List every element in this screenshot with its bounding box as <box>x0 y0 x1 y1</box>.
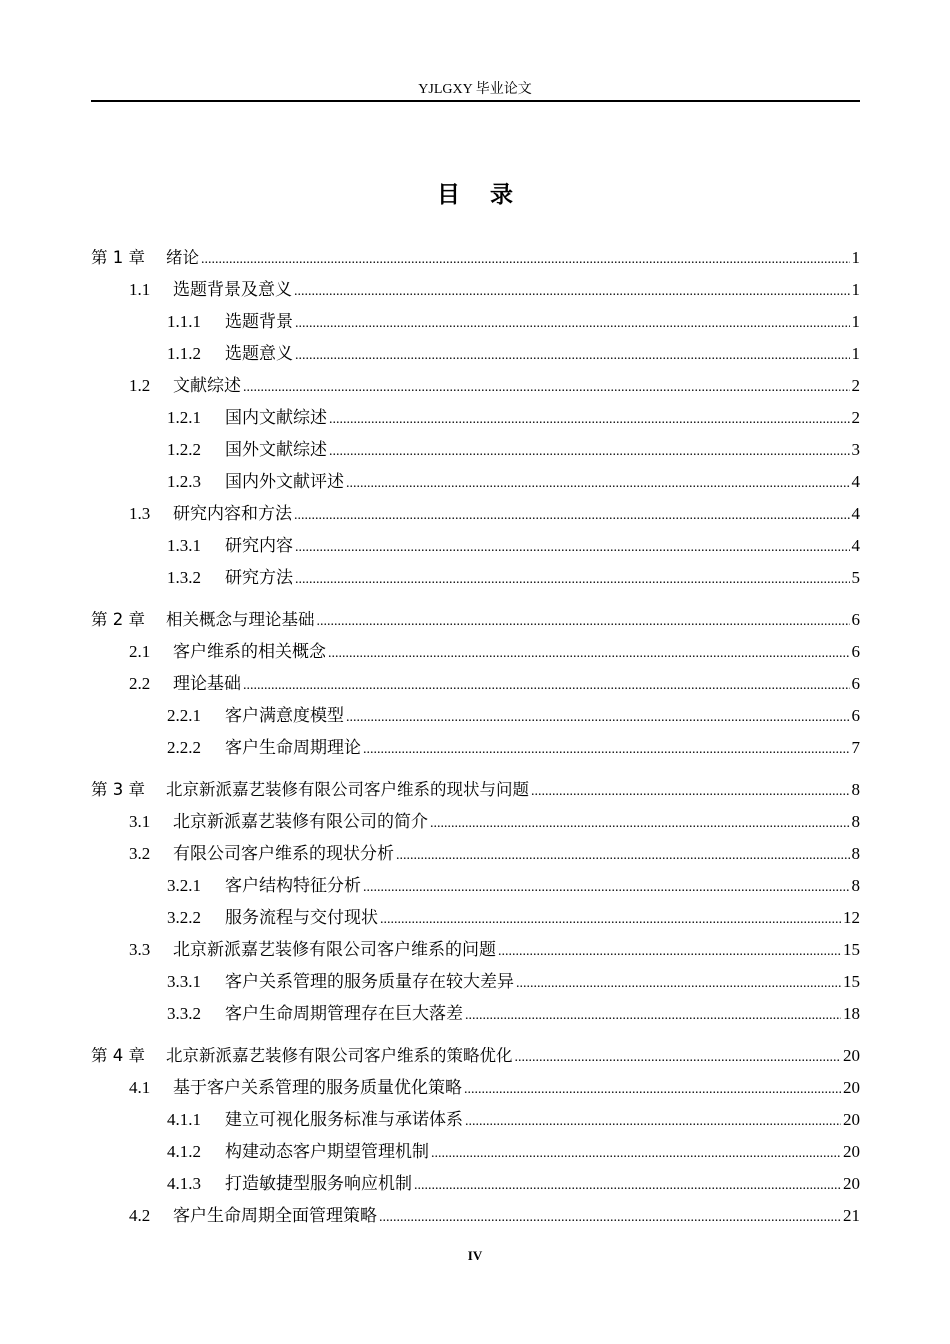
toc-entry-number: 3.3.2 <box>167 1004 201 1023</box>
toc-entry-page: 20 <box>843 1110 860 1129</box>
dot-leader <box>243 372 850 404</box>
toc-entry-page: 20 <box>843 1046 860 1065</box>
dot-leader <box>295 532 850 564</box>
dot-leader <box>396 840 850 872</box>
dot-leader <box>363 734 850 766</box>
toc-entry-page: 8 <box>851 876 860 895</box>
toc-entry-page: 8 <box>851 780 860 799</box>
toc-entry-label: 选题背景及意义 <box>173 280 292 299</box>
toc-entry-number: 1.3 <box>129 504 151 523</box>
toc-entry-label: 文献综述 <box>173 376 241 395</box>
dot-leader <box>346 702 850 734</box>
dot-leader <box>464 1074 841 1106</box>
dot-leader <box>295 308 850 340</box>
dot-leader <box>295 564 850 596</box>
toc-entry-number: 4.2 <box>129 1206 151 1225</box>
toc-entry[interactable] <box>91 1168 860 1200</box>
toc-entry[interactable] <box>91 806 860 838</box>
toc-entry-number: 2.1 <box>129 642 151 661</box>
toc-entry-label: 理论基础 <box>173 674 241 693</box>
toc-entry-page: 2 <box>851 376 860 395</box>
toc-entry[interactable] <box>91 870 860 902</box>
toc-entry[interactable] <box>91 902 860 934</box>
toc-entry-page: 1 <box>851 280 860 299</box>
toc-entry-label: 客户结构特征分析 <box>225 876 361 895</box>
dot-leader <box>243 670 850 702</box>
toc-entry[interactable] <box>91 700 860 732</box>
toc-entry[interactable] <box>91 1072 860 1104</box>
dot-leader <box>531 776 850 808</box>
toc-entry[interactable] <box>91 604 860 636</box>
toc-entry-label: 客户关系管理的服务质量存在较大差异 <box>225 972 514 991</box>
toc-entry[interactable] <box>91 732 860 764</box>
toc-entry[interactable] <box>91 402 860 434</box>
toc-entry[interactable] <box>91 934 860 966</box>
dot-leader <box>201 244 850 276</box>
toc-entry-label: 建立可视化服务标准与承诺体系 <box>225 1110 463 1129</box>
toc-entry-number: 第 4 章 <box>91 1046 145 1065</box>
toc-entry-page: 4 <box>851 504 860 523</box>
toc-entry[interactable] <box>91 966 860 998</box>
toc-entry-page: 18 <box>843 1004 860 1023</box>
dot-leader <box>498 936 841 968</box>
toc-entry-page: 2 <box>851 408 860 427</box>
toc-entry-number: 第 2 章 <box>91 610 145 629</box>
dot-leader <box>516 968 841 1000</box>
toc-entry[interactable] <box>91 498 860 530</box>
toc-entry[interactable] <box>91 306 860 338</box>
toc-entry-label: 北京新派嘉艺装修有限公司客户维系的策略优化 <box>166 1046 513 1065</box>
toc-entry-number: 1.2 <box>129 376 151 395</box>
toc-entry-label: 选题意义 <box>225 344 293 363</box>
toc-entry-label: 北京新派嘉艺装修有限公司的简介 <box>173 812 428 831</box>
toc-entry-number: 1.1 <box>129 280 151 299</box>
toc-entry-label: 客户生命周期全面管理策略 <box>173 1206 377 1225</box>
toc-entry-label: 研究内容 <box>225 536 293 555</box>
toc-entry-label: 客户满意度模型 <box>225 706 344 725</box>
dot-leader <box>328 638 850 670</box>
toc-entry-number: 1.2.1 <box>167 408 201 427</box>
toc-entry-number: 3.3.1 <box>167 972 201 991</box>
toc-entry[interactable] <box>91 774 860 806</box>
toc-entry[interactable] <box>91 466 860 498</box>
toc-entry-number: 2.2.1 <box>167 706 201 725</box>
toc-entry[interactable] <box>91 636 860 668</box>
toc-entry-label: 国内文献综述 <box>225 408 327 427</box>
toc-entry-page: 20 <box>843 1078 860 1097</box>
toc-entry-number: 第 3 章 <box>91 780 145 799</box>
toc-entry-number: 1.1.1 <box>167 312 201 331</box>
running-header: YJLGXY 毕业论文 <box>418 82 532 97</box>
toc-entry[interactable] <box>91 370 860 402</box>
toc-entry-number: 2.2 <box>129 674 151 693</box>
dot-leader <box>430 808 850 840</box>
dot-leader <box>465 1000 841 1032</box>
toc-entry[interactable] <box>91 838 860 870</box>
toc-entry-page: 6 <box>851 642 860 661</box>
dot-leader <box>294 276 850 308</box>
toc-entry-label: 研究方法 <box>225 568 293 587</box>
toc-entry[interactable] <box>91 530 860 562</box>
dot-leader <box>317 606 850 638</box>
dot-leader <box>329 436 850 468</box>
toc-entry-number: 3.3 <box>129 940 151 959</box>
toc-entry[interactable] <box>91 1200 860 1232</box>
toc-entry-page: 15 <box>843 972 860 991</box>
toc-entry-label: 客户维系的相关概念 <box>173 642 326 661</box>
toc-entry-label: 选题背景 <box>225 312 293 331</box>
toc-entry-page: 21 <box>843 1206 860 1225</box>
dot-leader <box>414 1170 841 1202</box>
toc-entry-label: 客户生命周期理论 <box>225 738 361 757</box>
toc-entry-page: 6 <box>851 706 860 725</box>
dot-leader <box>379 1202 841 1234</box>
toc-entry-number: 3.2.1 <box>167 876 201 895</box>
toc-entry-label: 服务流程与交付现状 <box>225 908 378 927</box>
toc-entry-page: 15 <box>843 940 860 959</box>
toc-entry[interactable] <box>91 1136 860 1168</box>
toc-entry-number: 1.2.3 <box>167 472 201 491</box>
toc-entry[interactable] <box>91 998 860 1030</box>
dot-leader <box>329 404 850 436</box>
toc-entry-label: 绪论 <box>166 248 199 267</box>
page-title: 目录 <box>437 182 543 208</box>
toc-entry-page: 20 <box>843 1174 860 1193</box>
toc-entry[interactable] <box>91 434 860 466</box>
toc-entry-number: 2.2.2 <box>167 738 201 757</box>
toc-entry-page: 6 <box>851 674 860 693</box>
toc-entry-page: 1 <box>851 248 860 267</box>
toc-entry-number: 3.1 <box>129 812 151 831</box>
dot-leader <box>346 468 850 500</box>
toc-entry-label: 北京新派嘉艺装修有限公司客户维系的现状与问题 <box>166 780 529 799</box>
toc-entry[interactable] <box>91 562 860 594</box>
toc-entry-label: 有限公司客户维系的现状分析 <box>173 844 394 863</box>
dot-leader <box>295 340 850 372</box>
toc-entry-page: 12 <box>843 908 860 927</box>
toc-entry[interactable] <box>91 338 860 370</box>
toc-entry-label: 研究内容和方法 <box>173 504 292 523</box>
header-divider <box>91 100 860 102</box>
table-of-contents <box>91 242 860 1232</box>
toc-entry-number: 1.3.2 <box>167 568 201 587</box>
toc-entry-page: 8 <box>851 844 860 863</box>
toc-entry-number: 4.1 <box>129 1078 151 1097</box>
toc-entry-label: 打造敏捷型服务响应机制 <box>225 1174 412 1193</box>
toc-entry-page: 20 <box>843 1142 860 1161</box>
toc-entry[interactable] <box>91 242 860 274</box>
toc-entry-number: 1.3.1 <box>167 536 201 555</box>
toc-entry-number: 4.1.1 <box>167 1110 201 1129</box>
toc-entry-label: 国内外文献评述 <box>225 472 344 491</box>
toc-entry-label: 基于客户关系管理的服务质量优化策略 <box>173 1078 462 1097</box>
toc-entry[interactable] <box>91 274 860 306</box>
toc-entry-label: 相关概念与理论基础 <box>166 610 315 629</box>
toc-entry-page: 1 <box>851 344 860 363</box>
toc-entry-label: 构建动态客户期望管理机制 <box>225 1142 429 1161</box>
dot-leader <box>465 1106 841 1138</box>
toc-entry[interactable] <box>91 668 860 700</box>
toc-entry[interactable] <box>91 1104 860 1136</box>
toc-entry-label: 北京新派嘉艺装修有限公司客户维系的问题 <box>173 940 496 959</box>
toc-entry-page: 4 <box>851 472 860 491</box>
dot-leader <box>431 1138 841 1170</box>
toc-entry-number: 4.1.2 <box>167 1142 201 1161</box>
dot-leader <box>380 904 841 936</box>
toc-entry-page: 1 <box>851 312 860 331</box>
toc-entry-number: 1.2.2 <box>167 440 201 459</box>
toc-entry-page: 3 <box>851 440 860 459</box>
page-number: IV <box>467 1248 483 1263</box>
toc-entry-label: 客户生命周期管理存在巨大落差 <box>225 1004 463 1023</box>
toc-entry-page: 8 <box>851 812 860 831</box>
toc-entry-number: 3.2 <box>129 844 151 863</box>
toc-entry-number: 4.1.3 <box>167 1174 201 1193</box>
dot-leader <box>294 500 850 532</box>
toc-entry[interactable] <box>91 1040 860 1072</box>
toc-entry-number: 第 1 章 <box>91 248 145 267</box>
toc-entry-number: 3.2.2 <box>167 908 201 927</box>
toc-entry-label: 国外文献综述 <box>225 440 327 459</box>
toc-entry-page: 7 <box>851 738 860 757</box>
toc-entry-page: 5 <box>851 568 860 587</box>
toc-entry-page: 4 <box>851 536 860 555</box>
toc-entry-page: 6 <box>851 610 860 629</box>
dot-leader <box>515 1042 842 1074</box>
dot-leader <box>363 872 850 904</box>
toc-entry-number: 1.1.2 <box>167 344 201 363</box>
